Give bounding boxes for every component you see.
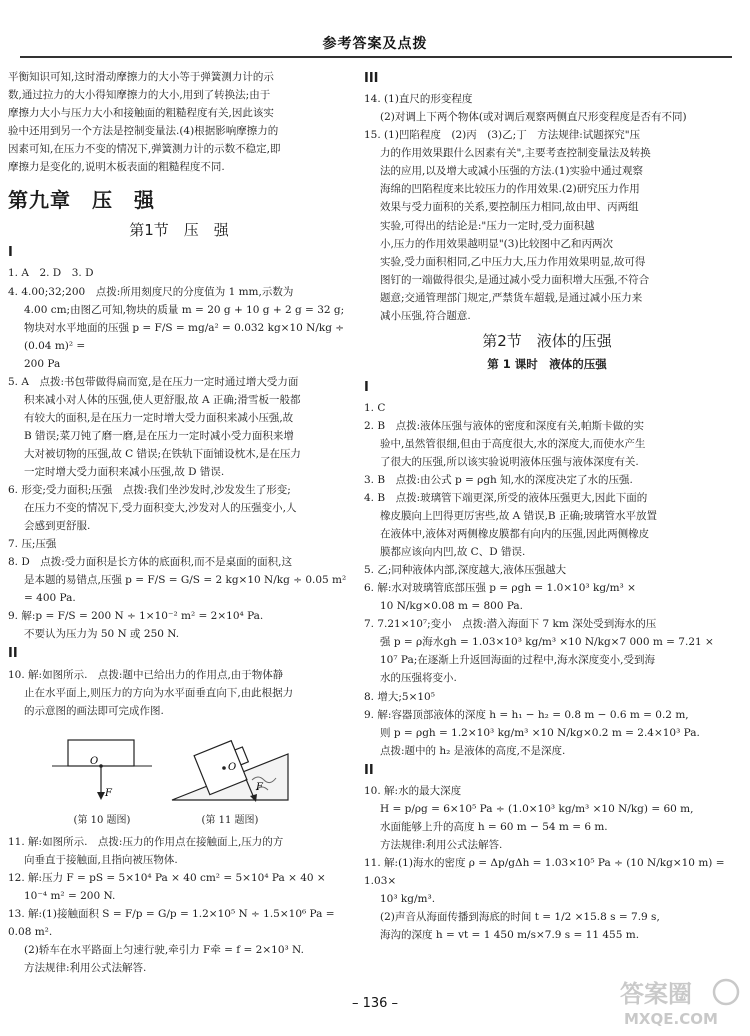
figure-11-caption: (第 11 题图) (201, 814, 259, 826)
level-mark: I (8, 245, 13, 261)
answer-line: 水面能够上升的高度 h = 60 m − 54 m = 6 m. (380, 820, 608, 833)
left-column (8, 68, 350, 988)
watermark-text: 答案圈 (620, 980, 692, 1008)
answer-line: 物块对水平地面的压强 p = F/S = mg/a² = 0.032 kg×10 N/kg ÷ (0.04 m)² = (24, 321, 345, 352)
page-number: – 136 – (351, 996, 399, 1011)
answer-line: 会感到更舒服. (24, 520, 91, 533)
page-header (0, 0, 750, 60)
intro-line: 摩擦力大小与压力大小和接触面的粗糙程度有关,因此该实 (8, 107, 274, 120)
intro-line: 平衡知识可知,这时滑动摩擦力的大小等于弹簧测力计的示 (8, 71, 274, 83)
answer-line: 10³ kg/m³. (380, 893, 436, 906)
answer-line: 13. 解:(1)接触面积 S = F/p = G/p = 1.2×10⁵ N ÷ 1.5×10⁶ Pa = 0.08 m². (8, 908, 335, 939)
answer-line: 10. 解:如图所示. 点拨:题中已给出力的作用点,由于物体静 (8, 668, 284, 681)
answer-line: 的示意图的画法即可完成作图. (24, 704, 164, 717)
answer-line: 8. 增大;5×10⁵ (364, 690, 435, 703)
answer-line: 10⁻⁴ m² = 200 N. (24, 890, 116, 903)
method-line: 方法规律:利用公式法解答. (380, 839, 503, 852)
answer-line: 1. C (364, 401, 386, 414)
answer-line: 4.00 cm;由图乙可知,物块的质量 m = 20 g + 10 g + 2 g = 32 g; (24, 303, 345, 316)
answer-line: 实验,可得出的结论是:"压力一定时,受力面积越 (380, 219, 595, 232)
method-line: 方法规律:利用公式法解答. (24, 962, 147, 975)
level-mark: III (364, 71, 379, 86)
answer-line: 4. 4.00;32;200 点拨:所用刻度尺的分度值为 1 mm,示数为 (8, 285, 294, 298)
figure-11-diagram (170, 726, 290, 806)
answer-line: 2. B 点拨:液体压强与液体的密度和深度有关,帕斯卡做的实 (364, 419, 644, 432)
figure-10-diagram (52, 726, 152, 806)
answer-line: (2)轿车在水平路面上匀速行驶,牵引力 F牵 = f = 2×10³ N. (24, 944, 304, 957)
answer-line: 6. 形变;受力面积;压强 点拨:我们坐沙发时,沙发发生了形变; (8, 484, 291, 497)
section-title: 第1节 压 强 (129, 221, 229, 240)
answer-line: 5. 乙;同种液体内部,深度越大,液体压强越大 (364, 564, 567, 577)
answer-line: 法的应用,以及增大或减小压强的方法.(1)实验中通过观察 (380, 165, 644, 178)
answer-line: 10 N/kg×0.08 m = 800 Pa. (380, 600, 524, 613)
answer-line: 橡皮膜向上凹得更厉害些,故 A 错误,B 正确;玻璃管水平放置 (380, 510, 658, 523)
answer-line: 有较大的面积,是在压力一定时增大受力面积来减小压强,故 (24, 411, 294, 424)
answer-line: 力的作用效果跟什么因素有关",主要考查控制变量法及转换 (380, 147, 651, 160)
answer-line: 减小压强,符合题意. (380, 309, 471, 322)
answer-line: 10⁷ Pa;在逐渐上升返回海面的过程中,海水深度变小,受到海 (380, 654, 655, 667)
answer-line: 一定时增大受力面积来减小压强,故 D 错误. (24, 465, 225, 478)
answer-line: 验中,虽然管很细,但由于高度很大,水的深度大,而使水产生 (380, 437, 646, 450)
answer-line: 实验,受力面积相同,乙中压力大,压力作用效果明显,故可得 (380, 255, 646, 268)
answer-line: 水的压强将变小. (380, 672, 457, 685)
answer-line: 向垂直于接触面,且指向被压物体. (24, 854, 178, 867)
lesson-title: 第 1 课时 液体的压强 (487, 356, 607, 371)
answer-line: 海沟的深度 h = vt = 1 450 m/s×7.9 s = 11 455 m. (380, 929, 640, 942)
answer-line: 是本题的易错点,压强 p = F/S = G/S = 2 kg×10 N/kg ÷ 0.05 m² = 400 Pa. (24, 574, 347, 605)
answer-line: 3. B 点拨:由公式 p = ρgh 知,水的深度决定了水的压强. (364, 473, 633, 486)
answer-line: 积来减小对人体的压强,使人更舒服,故 A 正确;滑雪板一般都 (24, 393, 301, 406)
answer-line: (2)声音从海面传播到海底的时间 t = 1/2 ×15.8 s = 7.9 s, (380, 911, 660, 924)
figure-10 (52, 726, 152, 829)
answer-line: 11. 解:如图所示. 点拨:压力的作用点在接触面上,压力的方 (8, 836, 284, 849)
answer-line: 点拨:题中的 h₂ 是液体的高度,不是深度. (380, 744, 566, 757)
fig11-label-o: O (228, 761, 237, 773)
answer-line: 7. 压;压强 (8, 538, 57, 551)
answer-line: 强 p = ρ海水gh = 1.03×10³ kg/m³ ×10 N/kg×7 000 m = 7.21 × (380, 636, 714, 649)
answer-line: 4. B 点拨:玻璃管下端更深,所受的液体压强更大,因此下面的 (364, 491, 648, 504)
level-mark: I (364, 379, 369, 395)
figures (52, 726, 350, 829)
header-title: 参考答案及点拨 (322, 36, 428, 52)
answer-line: 在液体中,液体对两侧橡皮膜都有向内的压强,因此两侧橡皮 (380, 528, 650, 541)
answer-line: 了很大的压强,所以该实验说明液体压强与液体深度有关. (380, 455, 639, 468)
answer-line: 15. (1)凹陷程度 (2)丙 (3)乙;丁 方法规律:试题探究"压 (364, 129, 641, 142)
answer-line: 图钉的一端做得很尖,是通过减小受力面积增大压强,不符合 (380, 273, 650, 286)
answer-line: 1. A 2. D 3. D (8, 267, 94, 280)
level-mark: II (364, 762, 374, 778)
answer-line: 9. 解:p = F/S = 200 N ÷ 1×10⁻² m² = 2×10⁴ Pa. (8, 610, 264, 623)
answer-line: H = p/ρg = 6×10⁵ Pa ÷ (1.0×10³ kg/m³ ×10 N/kg) = 60 m, (380, 802, 694, 815)
answer-line: B 错误;菜刀钝了磨一磨,是在压力一定时减小受力面积来增 (24, 429, 294, 442)
figure-10-caption: (第 10 题图) (73, 814, 131, 826)
figure-11 (170, 726, 290, 829)
intro-line: 数,通过拉力的大小得知摩擦力的大小,用到了转换法;由于 (8, 89, 271, 102)
fig10-label-f: F (105, 787, 112, 799)
answer-line: 小,压力的作用效果越明显"(3)比较图中乙和丙两次 (380, 237, 614, 250)
fig11-label-f: F (256, 781, 263, 793)
fig10-label-o: O (90, 755, 99, 767)
header-rule (20, 56, 732, 58)
answer-line: 膜都应该向内凹,故 C、D 错误. (380, 546, 526, 559)
level-mark: II (8, 646, 18, 662)
answer-line: 不要认为压力为 50 N 或 250 N. (24, 628, 180, 641)
chapter-title: 第九章 压 强 (8, 188, 155, 213)
intro-line: 验中还用到另一个方法是控制变量法.(4)根据影响摩擦力的 (8, 125, 279, 138)
answer-line: 止在水平面上,则压力的方向为水平面垂直向下,由此根据力 (24, 686, 294, 699)
answer-line: 10. 解:水的最大深度 (364, 784, 462, 797)
watermark-url: MXQE.COM (624, 1010, 718, 1028)
answer-line: 14. (1)直尺的形变程度 (364, 93, 473, 106)
answer-line: 则 p = ρgh = 1.2×10³ kg/m³ ×10 N/kg×0.2 m = 2.4×10³ Pa. (380, 726, 700, 739)
section-title: 第2节 液体的压强 (482, 331, 612, 350)
answer-line: 9. 解:容器顶部液体的深度 h = h₁ − h₂ = 0.8 m − 0.6 m = 0.2 m, (364, 708, 689, 721)
intro-line: 摩擦力是变化的,说明木板表面的粗糙程度不同. (8, 161, 225, 174)
answer-line: 6. 解:水对玻璃管底部压强 p = ρgh = 1.0×10³ kg/m³ × (364, 582, 636, 595)
answer-line: 12. 解:压力 F = pS = 5×10⁴ Pa × 40 cm² = 5×10⁴ Pa × 40 × (8, 872, 326, 885)
watermark-logo (614, 974, 744, 1030)
answer-line: 在压力不变的情况下,受力面积变大,沙发对人的压强变小,人 (24, 502, 297, 515)
answer-line: 题意;交通管理部门规定,严禁货车超载,是通过减小压力来 (380, 291, 643, 304)
intro-line: 因素可知,在压力不变的情况下,弹簧测力计的示数不稳定,即 (8, 143, 281, 156)
answer-line: (2)对调上下两个物体(或对调后观察两侧直尺形变程度是否有不同) (380, 111, 687, 124)
answer-line: 8. D 点拨:受力面积是长方体的底面积,而不是桌面的面积,这 (8, 556, 292, 569)
answer-line: 效果与受力面积的关系,要控制压力相同,故由甲、丙两组 (380, 201, 639, 214)
answer-line: 大对被切物的压强,故 C 错误;在铁轨下面铺设枕木,是在压力 (24, 447, 301, 460)
right-column (364, 68, 730, 988)
answer-line: 200 Pa (24, 357, 61, 370)
answer-line: 5. A 点拨:书包带做得扁而宽,是在压力一定时通过增大受力面 (8, 375, 299, 388)
answer-line: 7. 7.21×10⁷;变小 点拨:潜入海面下 7 km 深处受到海水的压 (364, 618, 657, 631)
answer-line: 海绵的凹陷程度来比较压力的作用效果.(2)研究压力作用 (380, 183, 640, 196)
answer-line: 11. 解:(1)海水的密度 ρ = Δp/gΔh = 1.03×10⁵ Pa ÷ (10 N/kg×10 m) = 1.03× (364, 857, 725, 888)
